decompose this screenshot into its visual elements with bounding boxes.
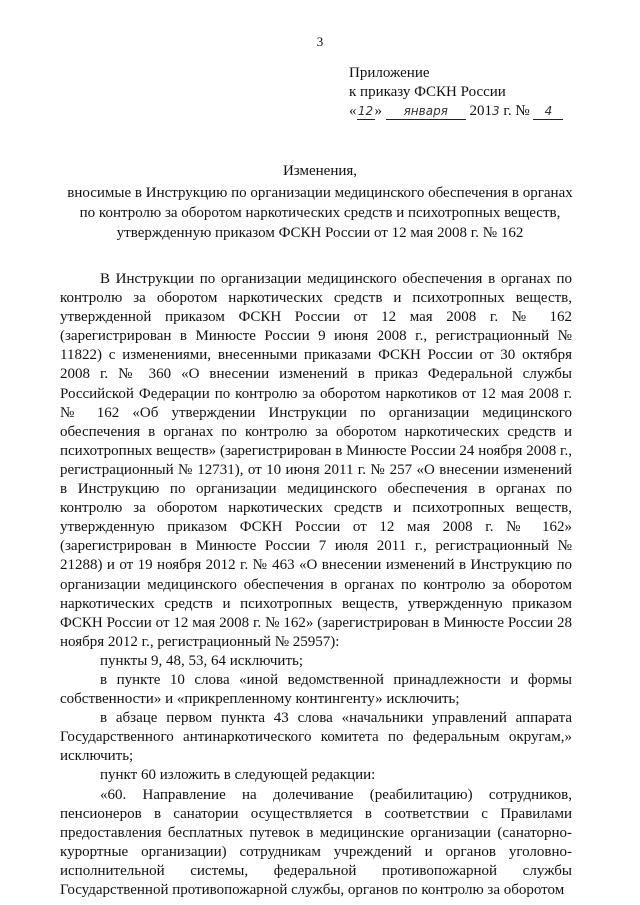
appendix-order-ref: к приказу ФСКН России bbox=[349, 84, 506, 100]
paragraph-item-60-text: «60. Направление на долечивание (реабилитацию) сотрудников, пенсионеров в санатории осуществляется в соответствии с Правилами предоставления бесплатных путевок в медицинские организации (санаторно-курортные организации) сотрудникам учреждений и органов уголовно-исполнительной системы, федеральной противопожарной службы Государственной противопожарной службы, органов по контролю за оборотом bbox=[60, 786, 572, 898]
paragraph-item-10: в пункте 10 слова «иной ведомственной принадлежности и формы собственности» и «прикрепленному контингенту» исключить; bbox=[60, 671, 572, 708]
heading-subtitle: вносимые в Инструкцию по организации медицинского обеспечения в органах по контролю за оборотом наркотических средств и психотропных веществ, утвержденную приказом ФСКН России от 12 мая 2008 г. № 162 bbox=[67, 185, 573, 241]
heading-title: Изменения, bbox=[282, 163, 358, 179]
paragraph-item-exclude: пункты 9, 48, 53, 64 исключить; bbox=[100, 652, 304, 669]
date-month-field: января bbox=[386, 104, 466, 120]
appendix-date-line bbox=[349, 102, 599, 121]
order-number-field: 4 bbox=[533, 104, 563, 120]
date-year-digit: 3 bbox=[492, 104, 500, 118]
paragraph-intro: В Инструкции по организации медицинского обеспечения в органах по контролю за оборотом наркотических средств и психотропных веществ, утвержденной приказом ФСКН России от 12 мая 2008 г. № 162 (зарегистрирован в Минюсте России 9 июня 2008 г., регистрационный № 11822) с изменениями, внесенными приказами ФСКН России от 30 октября 2008 г. № 360 «О внесении изменений в приказ Федеральной службы Российской Федерации по контролю за оборотом наркотиков от 12 мая 2008 г. № 162 «Об утверждении Инструкции по организации медицинского обеспечения в органах по контролю за оборотом наркотических средств и психотропных веществ» (зарегистрирован в Минюсте России 24 ноября 2008 г., регистрационный № 12731), от 10 июня 2011 г. № 257 «О внесении изменений в Инструкцию по организации медицинского обеспечения в органах по контролю за оборотом наркотических средств и психотропных веществ, утвержденную приказом ФСКН России от 12 мая 2008 г. № 162» (зарегистрирован в Минюсте России 7 июля 2011 г., регистрационный № 21288) и от 19 ноября 2012 г. № 463 «О внесении изменений в Инструкцию по организации медицинского обеспечения в органах по контролю за оборотом наркотических средств и психотропных веществ, утвержденную приказом ФСКН России от 12 мая 2008 г. № 162» (зарегистрирован в Минюсте России 28 ноября 2012 г., регистрационный № 25957): bbox=[60, 271, 572, 650]
order-number-label: г. № bbox=[503, 103, 530, 119]
appendix-block bbox=[349, 64, 599, 121]
date-day-field: 12 bbox=[357, 104, 374, 118]
open-quote: « bbox=[349, 103, 357, 119]
document-heading bbox=[60, 161, 580, 243]
date-year-prefix: 201 bbox=[469, 103, 492, 119]
document-body bbox=[60, 270, 572, 900]
appendix-title: Приложение bbox=[349, 65, 430, 81]
page-number: 3 bbox=[316, 34, 324, 49]
paragraph-item-60-intro: пункт 60 изложить в следующей редакции: bbox=[100, 767, 376, 784]
close-quote: » bbox=[374, 103, 382, 119]
paragraph-item-43: в абзаце первом пункта 43 слова «начальники управлений аппарата Государственного антинаркотического комитета по федеральным округам,» исключить; bbox=[60, 710, 572, 765]
